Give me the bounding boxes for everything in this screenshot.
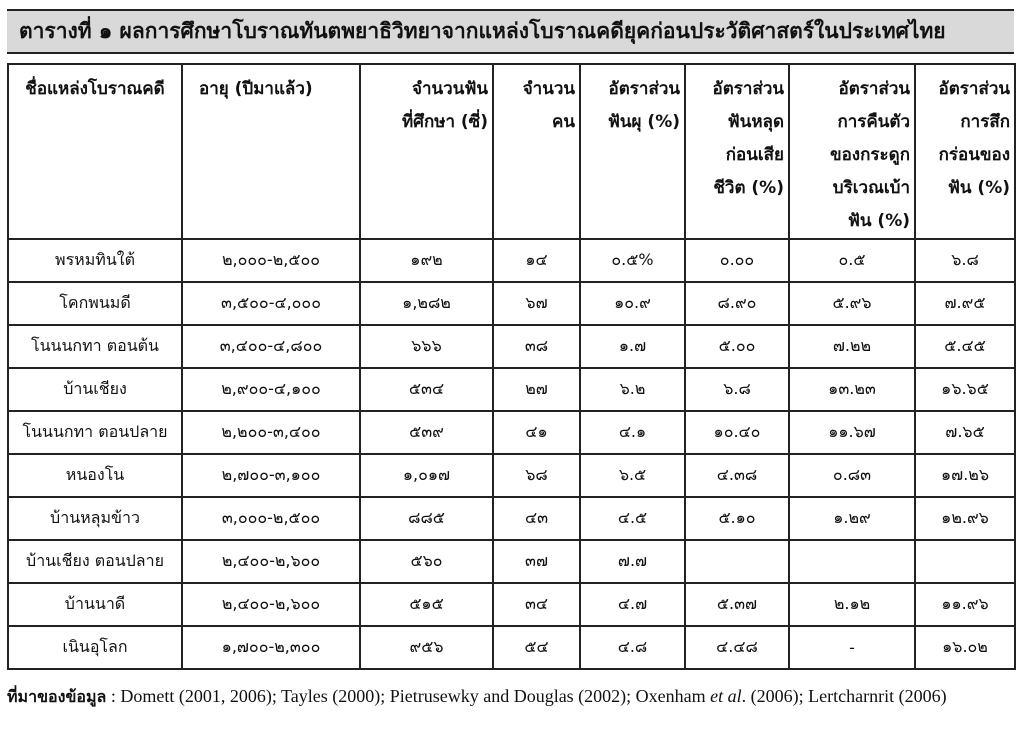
cell-tooth-loss: ๐.๐๐ xyxy=(685,239,789,282)
cell-site: โนนนกทา ตอนปลาย xyxy=(8,411,182,454)
cell-tooth-loss: ๕.๓๗ xyxy=(685,583,789,626)
cell-caries: ๖.๒ xyxy=(580,368,685,411)
cell-caries: ๐.๕% xyxy=(580,239,685,282)
header-individuals: จำนวน คน xyxy=(493,64,580,239)
cell-resorption: ๑๓.๒๓ xyxy=(789,368,915,411)
cell-teeth: ๑,๐๑๗ xyxy=(360,454,493,497)
header-tooth-loss: อัตราส่วน ฟันหลุด ก่อนเสีย ชีวิต (%) xyxy=(685,64,789,239)
cell-resorption: ๐.๕ xyxy=(789,239,915,282)
cell-wear xyxy=(915,540,1015,583)
cell-tooth-loss: ๖.๘ xyxy=(685,368,789,411)
source-text-2: . (2006); Lertcharnrit (2006) xyxy=(741,686,947,706)
cell-age: ๒,๔๐๐-๒,๖๐๐ xyxy=(182,540,360,583)
cell-resorption: ๑.๒๙ xyxy=(789,497,915,540)
cell-teeth: ๑๙๒ xyxy=(360,239,493,282)
cell-tooth-loss: ๔.๓๘ xyxy=(685,454,789,497)
source-label: ที่มาของข้อมูล xyxy=(7,687,107,706)
cell-caries: ๗.๗ xyxy=(580,540,685,583)
header-resorption: อัตราส่วน การคืนตัว ของกระดูก บริเวณเบ้า ฟัน (%) xyxy=(789,64,915,239)
cell-teeth: ๘๘๕ xyxy=(360,497,493,540)
cell-wear: ๑๒.๙๖ xyxy=(915,497,1015,540)
header-teeth: จำนวนฟัน ที่ศึกษา (ซี่) xyxy=(360,64,493,239)
header-row xyxy=(8,64,1015,239)
cell-wear: ๑๗.๒๖ xyxy=(915,454,1015,497)
table-row xyxy=(8,282,1015,325)
cell-tooth-loss: ๑๐.๔๐ xyxy=(685,411,789,454)
table-row xyxy=(8,497,1015,540)
cell-wear: ๑๖.๖๕ xyxy=(915,368,1015,411)
cell-individuals: ๖๗ xyxy=(493,282,580,325)
cell-age: ๓,๕๐๐-๔,๐๐๐ xyxy=(182,282,360,325)
cell-tooth-loss: ๕.๐๐ xyxy=(685,325,789,368)
data-table xyxy=(7,63,1016,670)
table-row xyxy=(8,411,1015,454)
cell-resorption: ๒.๑๒ xyxy=(789,583,915,626)
cell-individuals: ๖๘ xyxy=(493,454,580,497)
cell-tooth-loss: ๕.๑๐ xyxy=(685,497,789,540)
table-row xyxy=(8,325,1015,368)
cell-teeth: ๕๓๙ xyxy=(360,411,493,454)
cell-tooth-loss xyxy=(685,540,789,583)
cell-wear: ๕.๔๕ xyxy=(915,325,1015,368)
table-row xyxy=(8,540,1015,583)
cell-resorption: ๐.๘๓ xyxy=(789,454,915,497)
cell-age: ๒,๒๐๐-๓,๔๐๐ xyxy=(182,411,360,454)
cell-age: ๓,๔๐๐-๔,๘๐๐ xyxy=(182,325,360,368)
cell-caries: ๔.๕ xyxy=(580,497,685,540)
cell-resorption: - xyxy=(789,626,915,669)
source-etal: et al xyxy=(710,686,742,706)
cell-site: บ้านหลุมข้าว xyxy=(8,497,182,540)
cell-caries: ๔.๘ xyxy=(580,626,685,669)
header-age: อายุ (ปีมาแล้ว) xyxy=(182,64,360,239)
cell-site: บ้านเชียง ตอนปลาย xyxy=(8,540,182,583)
cell-site: บ้านนาดี xyxy=(8,583,182,626)
cell-caries: ๑.๗ xyxy=(580,325,685,368)
cell-age: ๒,๐๐๐-๒,๕๐๐ xyxy=(182,239,360,282)
cell-site: เนินอุโลก xyxy=(8,626,182,669)
cell-wear: ๗.๙๕ xyxy=(915,282,1015,325)
header-caries: อัตราส่วน ฟันผุ (%) xyxy=(580,64,685,239)
cell-teeth: ๙๕๖ xyxy=(360,626,493,669)
cell-site: หนองโน xyxy=(8,454,182,497)
table-row xyxy=(8,239,1015,282)
cell-teeth: ๕๑๕ xyxy=(360,583,493,626)
cell-teeth: ๕๓๔ xyxy=(360,368,493,411)
cell-wear: ๗.๖๕ xyxy=(915,411,1015,454)
table-row xyxy=(8,454,1015,497)
cell-teeth: ๑,๒๘๒ xyxy=(360,282,493,325)
cell-caries: ๑๐.๙ xyxy=(580,282,685,325)
cell-individuals: ๒๗ xyxy=(493,368,580,411)
source-note xyxy=(7,684,1014,709)
cell-wear: ๑๑.๙๖ xyxy=(915,583,1015,626)
header-site: ชื่อแหล่งโบราณคดี xyxy=(8,64,182,239)
cell-resorption: ๕.๙๖ xyxy=(789,282,915,325)
cell-caries: ๔.๗ xyxy=(580,583,685,626)
table-row xyxy=(8,626,1015,669)
cell-age: ๒,๔๐๐-๒,๖๐๐ xyxy=(182,583,360,626)
cell-tooth-loss: ๔.๔๘ xyxy=(685,626,789,669)
cell-individuals: ๓๔ xyxy=(493,583,580,626)
source-text-1: : Domett (2001, 2006); Tayles (2000); Pietrusewky and Douglas (2002); Oxenham xyxy=(110,686,711,706)
cell-individuals: ๓๘ xyxy=(493,325,580,368)
cell-individuals: ๔๑ xyxy=(493,411,580,454)
cell-resorption: ๗.๒๒ xyxy=(789,325,915,368)
table-title: ตารางที่ ๑ ผลการศึกษาโบราณทันตพยาธิวิทยาจากแหล่งโบราณคดียุคก่อนประวัติศาสตร์ในประเทศไทย xyxy=(7,9,1014,54)
table-row xyxy=(8,368,1015,411)
cell-wear: ๑๖.๐๒ xyxy=(915,626,1015,669)
cell-site: โนนนกทา ตอนต้น xyxy=(8,325,182,368)
cell-caries: ๖.๕ xyxy=(580,454,685,497)
cell-age: ๓,๐๐๐-๒,๕๐๐ xyxy=(182,497,360,540)
cell-resorption xyxy=(789,540,915,583)
cell-individuals: ๕๔ xyxy=(493,626,580,669)
cell-resorption: ๑๑.๖๗ xyxy=(789,411,915,454)
cell-individuals: ๔๓ xyxy=(493,497,580,540)
cell-teeth: ๕๖๐ xyxy=(360,540,493,583)
cell-site: บ้านเชียง xyxy=(8,368,182,411)
header-wear: อัตราส่วน การสึก กร่อนของ ฟัน (%) xyxy=(915,64,1015,239)
cell-age: ๒,๙๐๐-๔,๑๐๐ xyxy=(182,368,360,411)
cell-individuals: ๓๗ xyxy=(493,540,580,583)
cell-age: ๑,๗๐๐-๒,๓๐๐ xyxy=(182,626,360,669)
cell-wear: ๖.๘ xyxy=(915,239,1015,282)
cell-tooth-loss: ๘.๙๐ xyxy=(685,282,789,325)
table-row xyxy=(8,583,1015,626)
cell-caries: ๔.๑ xyxy=(580,411,685,454)
cell-age: ๒,๗๐๐-๓,๑๐๐ xyxy=(182,454,360,497)
cell-site: พรหมทินใต้ xyxy=(8,239,182,282)
cell-site: โคกพนมดี xyxy=(8,282,182,325)
cell-teeth: ๖๖๖ xyxy=(360,325,493,368)
cell-individuals: ๑๔ xyxy=(493,239,580,282)
